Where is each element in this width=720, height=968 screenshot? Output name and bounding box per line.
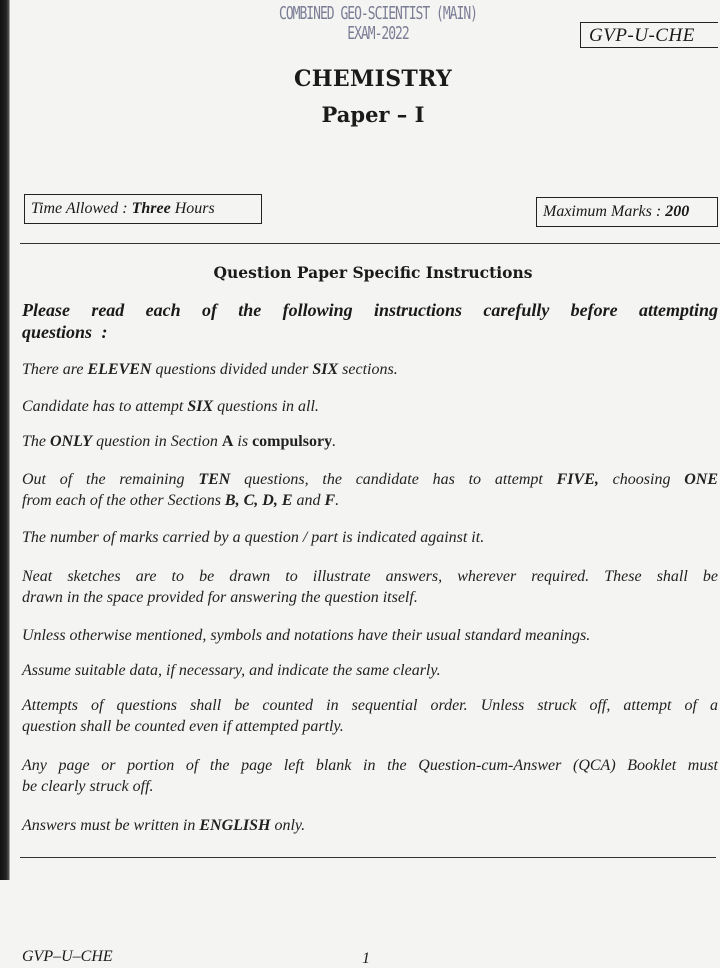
instructions-heading: Question Paper Specific Instructions — [213, 263, 533, 282]
time-allowed-label: Time Allowed : — [31, 200, 128, 217]
page-number: 1 — [362, 950, 370, 967]
instruction-5: The number of marks carried by a question / part is indicated against it. — [22, 529, 485, 546]
maximum-marks-value: 200 — [665, 203, 690, 220]
time-allowed-box — [24, 194, 262, 224]
instruction-3: The ONLY question in Section A is compulsory. — [22, 433, 337, 450]
footer-paper-code: GVP–U–CHE — [22, 948, 113, 965]
instruction-11: Answers must be written in ENGLISH only. — [22, 817, 306, 834]
instruction-1: There are ELEVEN questions divided under SIX sections. — [22, 361, 398, 378]
instruction-7: Unless otherwise mentioned, symbols and notations have their usual standard meanings. — [22, 627, 591, 644]
top-divider — [20, 243, 720, 244]
instruction-9: Attempts of questions shall be counted in sequential order. Unless struck off, attempt of a question shall be counted even if attempted partly. — [22, 697, 718, 735]
instruction-2: Candidate has to attempt SIX questions in all. — [22, 398, 319, 415]
instruction-4: Out of the remaining TEN questions, the candidate has to attempt FIVE, choosing ONE from each of the other Sections B, C, D, E and F. — [22, 471, 719, 509]
intro-line-1: Please read each of the following instructions carefully before attempting — [22, 300, 718, 320]
time-allowed-unit: Hours — [174, 200, 215, 217]
exam-stamp: COMBINED GEO-SCIENTIST (MAIN) EXAM-2022 — [279, 4, 477, 45]
time-allowed-value: Three — [131, 200, 171, 217]
paper-code-box: GVP-U-CHE — [580, 22, 718, 48]
maximum-marks-box — [536, 197, 718, 227]
instruction-8: Assume suitable data, if necessary, and indicate the same clearly. — [22, 662, 441, 679]
bottom-divider — [20, 857, 716, 858]
scan-edge-shadow — [0, 0, 10, 880]
instructions-intro — [22, 299, 718, 343]
paper-title: Paper – I — [321, 102, 425, 127]
maximum-marks-label: Maximum Marks : — [543, 203, 662, 220]
subject-title: CHEMISTRY — [294, 66, 452, 92]
instruction-10: Any page or portion of the page left blank in the Question-cum-Answer (QCA) Booklet must be clearly struck off. — [22, 757, 718, 795]
instruction-6: Neat sketches are to be drawn to illustrate answers, wherever required. These shall be drawn in the space provided for answering the question itself. — [22, 568, 718, 606]
intro-line-2: questions : — [22, 322, 108, 342]
